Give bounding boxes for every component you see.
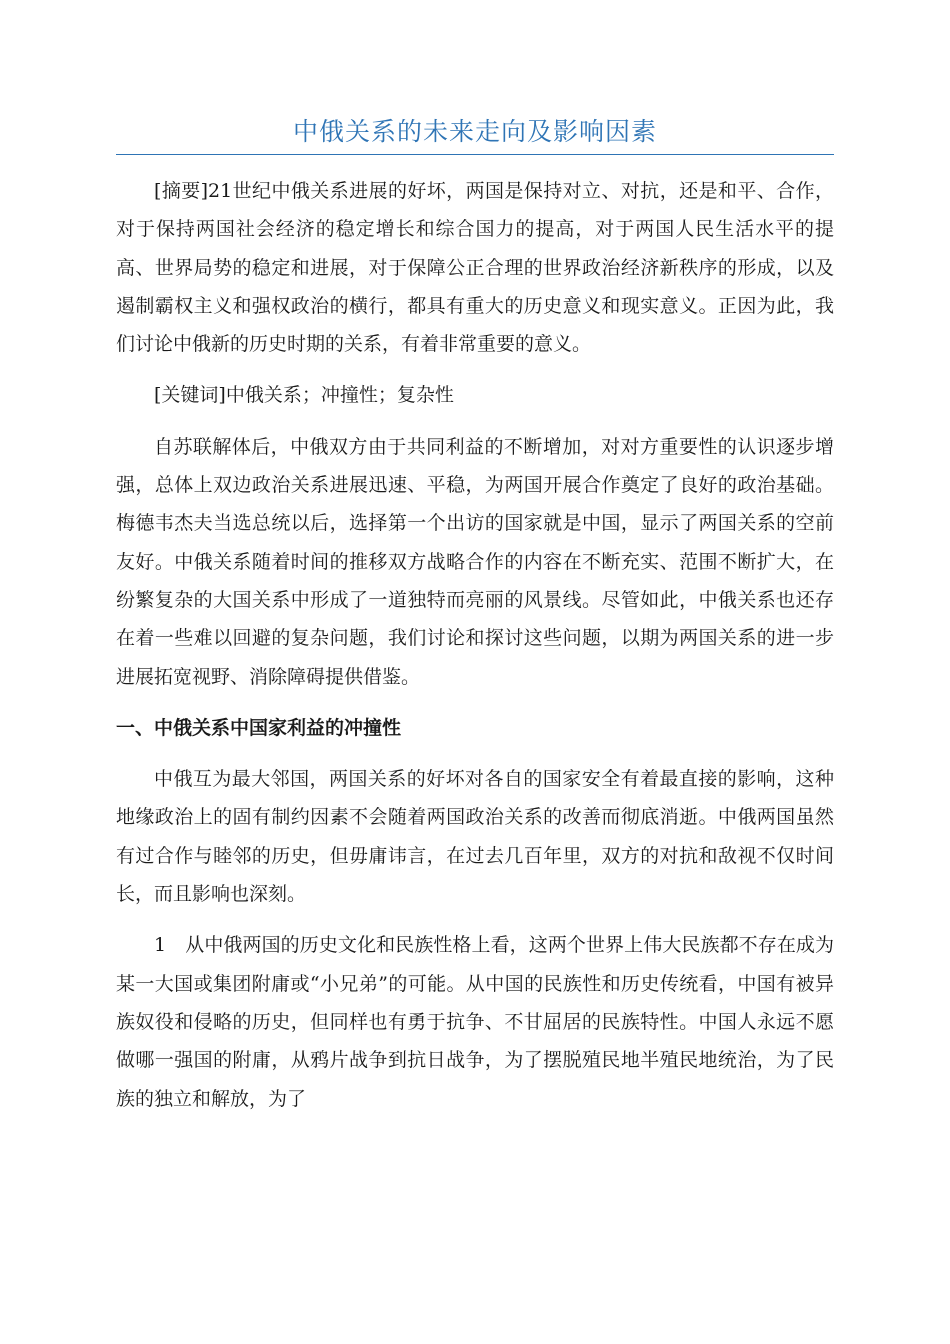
keywords-paragraph: [关键词]中俄关系；冲撞性；复杂性	[154, 384, 454, 407]
page-title: 中俄关系的未来走向及影响因素	[292, 117, 657, 146]
section-paragraph: 中俄互为最大邻国，两国关系的好坏对各自的国家安全有着最直接的影响，这种地缘政治上的固有制约因素不会随着两国政治关系的改善而彻底消逝。中俄两国虽然有过合作与睦邻的历史，但毋庸讳言，在过去几百年里，双方的对抗和敌视不仅时间长，而且影响也深刻。	[116, 768, 834, 906]
section-paragraph: 1 从中俄两国的历史文化和民族性格上看，这两个世界上伟大民族都不存在成为某一大国或集团附庸或“小兄弟”的可能。从中国的民族性和历史传统看，中国有被异族奴役和侵略的历史，但同样也有勇于抗争、不甘屈居的民族特性。中国人永远不愿做哪一强国的附庸，从鸦片战争到抗日战争，为了摆脱殖民地半殖民地统治，为了民族的独立和解放，为了	[116, 934, 834, 1110]
section-heading: 一、中俄关系中国家利益的冲撞性	[116, 716, 402, 739]
title-underline	[116, 154, 834, 155]
abstract-paragraph: [摘要]21世纪中俄关系进展的好坏，两国是保持对立、对抗，还是和平、合作，对于保持两国社会经济的稳定增长和综合国力的提高，对于两国人民生活水平的提高、世界局势的稳定和进展，对于保障公正合理的世界政治经济新秩序的形成，以及遏制霸权主义和强权政治的横行，都具有重大的历史意义和现实意义。正因为此，我们讨论中俄新的历史时期的关系，有着非常重要的意义。	[116, 180, 834, 356]
document-body	[116, 172, 834, 1131]
intro-paragraph: 自苏联解体后，中俄双方由于共同利益的不断增加，对对方重要性的认识逐步增强，总体上双边政治关系进展迅速、平稳，为两国开展合作奠定了良好的政治基础。梅德韦杰夫当选总统以后，选择第一个出访的国家就是中国，显示了两国关系的空前友好。中俄关系随着时间的推移双方战略合作的内容在不断充实、范围不断扩大，在纷繁复杂的大国关系中形成了一道独特而亮丽的风景线。尽管如此，中俄关系也还存在着一些难以回避的复杂问题，我们讨论和探讨这些问题，以期为两国关系的进一步进展拓宽视野、消除障碍提供借鉴。	[116, 435, 834, 688]
